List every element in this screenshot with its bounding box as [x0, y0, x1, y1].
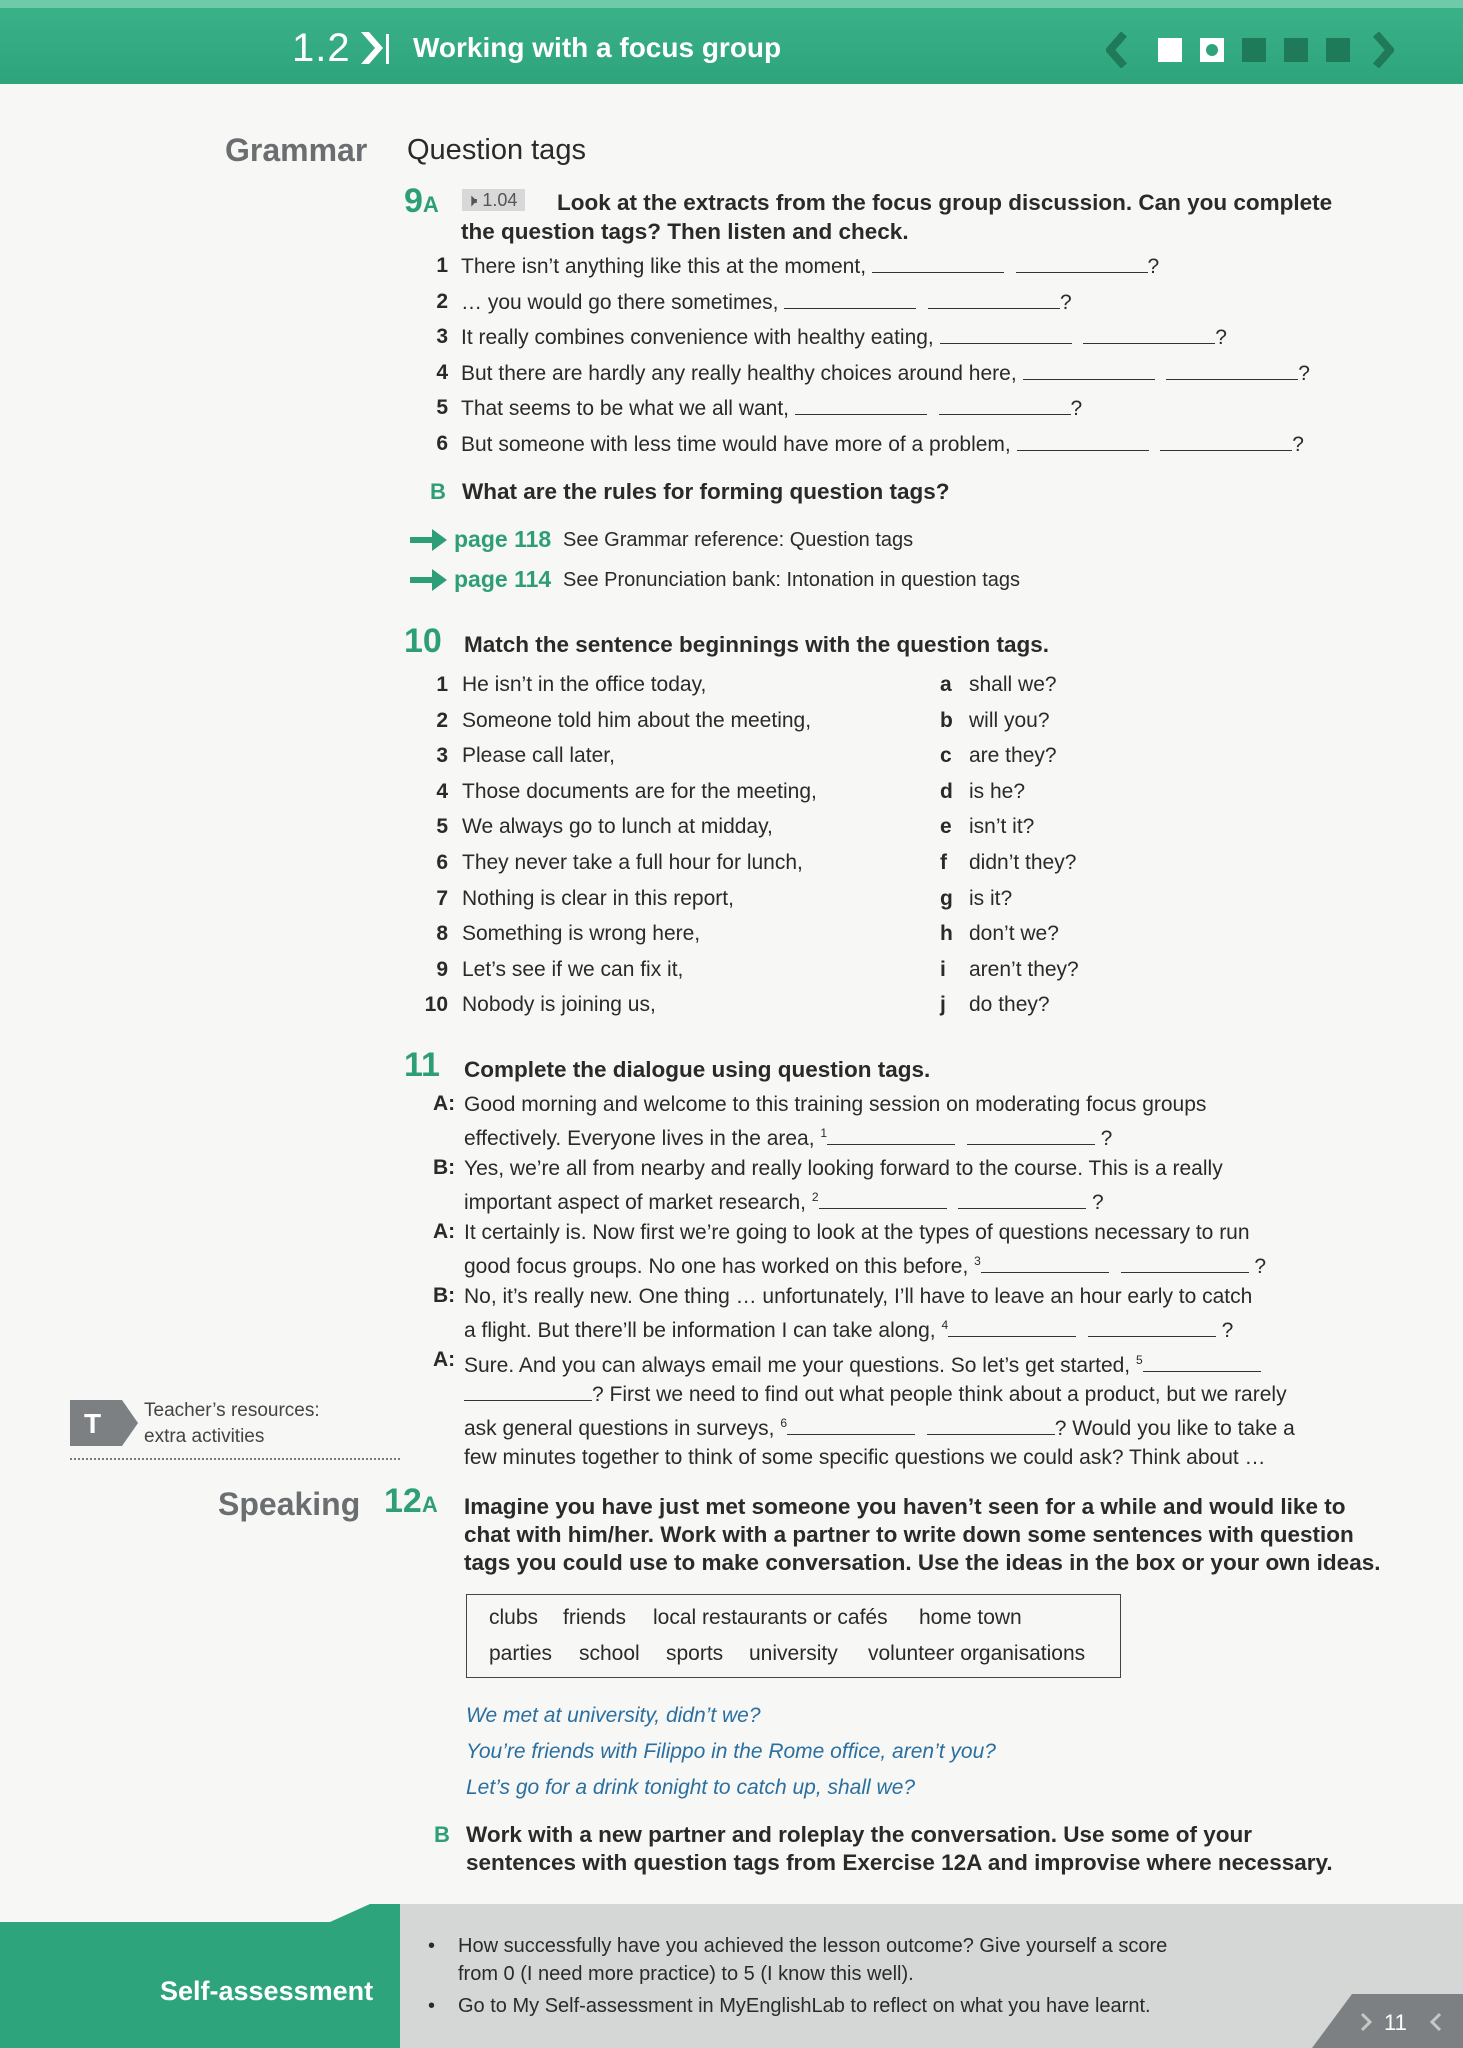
answer-blank[interactable]	[940, 325, 1072, 344]
exercise-10-number: 10	[404, 622, 442, 660]
question-mark: ?	[1298, 361, 1310, 385]
speaker-label: B:	[433, 1284, 456, 1307]
dialogue-text	[464, 1346, 1344, 1380]
teacher-resources-label[interactable]: extra activities	[144, 1426, 265, 1447]
reference-page-link[interactable]: page 114	[454, 566, 552, 592]
reference-page-link[interactable]: page 118	[454, 526, 552, 552]
answer-blank[interactable]	[1017, 432, 1149, 451]
dialogue-text: ? Would you like to take a	[1054, 1417, 1295, 1440]
answer-blank[interactable]	[958, 1190, 1086, 1209]
question-mark: ?	[1292, 433, 1304, 456]
answer-blank[interactable]	[784, 290, 916, 309]
item-number: 5	[436, 396, 448, 420]
gap-number: 6	[780, 1416, 788, 1430]
answer-blank[interactable]	[1166, 361, 1298, 380]
dialogue-text: important aspect of market research, $^2$ ?	[464, 1190, 1104, 1214]
exercise-12-b-instruction: sentences with question tags from Exercise 12A and improvise where necessary.	[466, 1850, 1333, 1875]
exercise-11-instruction: Complete the dialogue using question tags.	[464, 1057, 931, 1082]
question-tag-option: do they?	[969, 993, 1050, 1017]
dialogue-text: It certainly is. Now first we’re going to look at the types of questions necessary to run	[464, 1221, 1250, 1244]
exercise-9-item	[461, 361, 1310, 386]
question-tag-option: isn’t it?	[969, 815, 1035, 839]
exercise-9-instruction: the question tags? Then listen and check.	[461, 219, 909, 244]
exercise-9-item	[461, 396, 1082, 421]
question-tag-option: shall we?	[969, 673, 1057, 696]
answer-blank[interactable]	[1016, 254, 1148, 273]
exercise-12-instruction: Imagine you have just met someone you haven’t seen for a while and would like to	[464, 1494, 1346, 1519]
sentence-beginning: We always go to lunch at midday,	[462, 815, 773, 839]
divider	[70, 1458, 400, 1460]
item-number: 1	[436, 673, 448, 696]
sentence-beginning: Nothing is clear in this report,	[462, 886, 734, 910]
answer-blank[interactable]	[787, 1416, 915, 1435]
item-number: 4	[436, 360, 448, 384]
answer-blank[interactable]	[928, 290, 1060, 309]
dialogue-text: few minutes together to think of some specific questions we could ask? Think about …	[464, 1446, 1266, 1469]
sentence-beginning: Nobody is joining us,	[462, 993, 656, 1017]
idea-word: parties	[489, 1642, 553, 1665]
answer-blank[interactable]	[819, 1190, 947, 1209]
dialogue-text: ask general questions in surveys,	[464, 1417, 775, 1440]
sentence-beginning: Let’s see if we can fix it,	[462, 957, 684, 981]
idea-word: friends	[563, 1606, 627, 1629]
exercise-12-b-instruction: Work with a new partner and roleplay the conversation. Use some of your	[466, 1822, 1253, 1847]
question-mark: ?	[1147, 255, 1160, 278]
answer-blank[interactable]	[948, 1318, 1076, 1337]
question-tag-option: don’t we?	[969, 922, 1059, 946]
nav-prev-icon[interactable]	[1106, 32, 1128, 68]
dialogue-text: Yes, we’re all from nearby and really looking forward to the course. This is a really	[464, 1157, 1223, 1180]
dialogue-line	[464, 1218, 1344, 1281]
lesson-number: 1.2	[292, 26, 351, 70]
idea-word: local restaurants or cafés	[653, 1606, 888, 1629]
question-tag-option: is it?	[969, 886, 1013, 910]
chevron-left-icon	[1426, 2012, 1446, 2032]
exercise-11-number: 11	[404, 1046, 440, 1084]
answer-blank[interactable]	[1023, 361, 1155, 380]
sentence-beginning: They never take a full hour for lunch,	[462, 851, 803, 874]
item-text: There isn’t anything like this at the moment,	[461, 255, 867, 278]
question-tag-option: is he?	[969, 779, 1026, 803]
item-number: 7	[436, 886, 448, 910]
speaker-label: A:	[433, 1220, 456, 1243]
exercise-9-item	[461, 432, 1304, 457]
dialogue-text	[464, 1380, 1344, 1409]
tag-letter: d	[940, 779, 953, 803]
tag-letter: f	[940, 851, 947, 874]
dialogue-text	[464, 1409, 1344, 1443]
question-mark: ?	[1060, 290, 1072, 314]
item-number: 6	[436, 432, 448, 455]
tag-letter: i	[940, 957, 946, 981]
tag-letter: j	[940, 993, 946, 1017]
answer-blank[interactable]	[967, 1126, 1095, 1145]
exercise-12-instruction: chat with him/her. Work with a partner to write down some sentences with question	[464, 1522, 1354, 1547]
question-tag-option: aren’t they?	[969, 957, 1079, 981]
question-tag-option: will you?	[969, 708, 1050, 732]
teacher-resources-label[interactable]: Teacher’s resources:	[144, 1400, 320, 1421]
dialogue-line	[464, 1346, 1344, 1472]
answer-blank[interactable]	[872, 254, 1004, 273]
reference-text: See Grammar reference: Question tags	[563, 529, 914, 551]
teacher-resources-icon[interactable]	[70, 1400, 138, 1446]
dialogue-text: good focus groups. No one has worked on this before, $^3$ ?	[464, 1254, 1267, 1278]
answer-blank[interactable]	[827, 1126, 955, 1145]
dialogue-text: good focus groups. No one has worked on this before,	[464, 1255, 969, 1278]
item-number: 2	[436, 289, 448, 313]
chevron-right-icon	[1358, 2012, 1378, 2032]
gap-number: 2	[811, 1190, 819, 1204]
sentence-beginning: He isn’t in the office today,	[462, 673, 707, 696]
dialogue-text: Good morning and welcome to this training session on moderating focus groups	[464, 1093, 1207, 1116]
idea-word: university	[749, 1642, 838, 1665]
question-mark: ?	[1070, 397, 1083, 421]
tag-letter: g	[940, 886, 953, 910]
gap-number: 4	[941, 1318, 949, 1332]
idea-word: volunteer organisations	[868, 1642, 1086, 1665]
section-title: Question tags	[407, 134, 586, 166]
exercise-9-item	[461, 290, 1072, 315]
answer-blank[interactable]	[1083, 325, 1215, 344]
speaker-label: B:	[433, 1156, 456, 1179]
speaker-label: A:	[433, 1348, 456, 1371]
tag-letter: e	[940, 815, 952, 839]
bullet-dot: •	[428, 1935, 436, 1957]
exercise-12-b-letter: B	[434, 1822, 450, 1847]
dialogue-text: No, it’s really new. One thing … unfortunately, I’ll have to leave an hour early to catch	[464, 1285, 1253, 1308]
arrow-right-icon	[410, 527, 448, 553]
example-sentence: Let’s go for a drink tonight to catch up, shall we?	[466, 1776, 916, 1799]
sentence-beginning: Something is wrong here,	[462, 922, 701, 946]
self-assessment-item: from 0 (I need more practice) to 5 (I know this well).	[458, 1963, 914, 1985]
nav-page-indicator	[1242, 38, 1266, 62]
item-number: 10	[424, 993, 448, 1017]
speaker-icon: 🕨	[466, 190, 478, 210]
item-number: 2	[436, 708, 448, 732]
dialogue-line	[464, 1282, 1344, 1345]
item-number: 4	[436, 779, 448, 803]
gap-number: 5	[1135, 1353, 1143, 1367]
section-label-grammar: Grammar	[225, 132, 368, 168]
idea-word: clubs	[489, 1606, 539, 1629]
nav-next-icon[interactable]	[1372, 32, 1394, 68]
dialogue-line	[464, 1154, 1344, 1217]
self-assessment-label: Self-assessment	[160, 1976, 374, 2006]
answer-blank[interactable]	[464, 1382, 592, 1401]
teacher-icon-letter: T	[84, 1408, 102, 1439]
lesson-header-bar	[0, 0, 1463, 84]
dialogue-text: effectively. Everyone lives in the area, $^1$ ?	[464, 1126, 1113, 1150]
arrow-right-icon	[410, 567, 448, 593]
self-assessment-item: Go to My Self-assessment in MyEnglishLab to reflect on what you have learnt.	[458, 1995, 1151, 2017]
answer-blank[interactable]	[1160, 432, 1292, 451]
chevron-right-icon	[357, 28, 391, 68]
nav-page-indicator	[1284, 38, 1308, 62]
nav-page-indicator-current	[1200, 38, 1224, 62]
item-number: 3	[436, 325, 448, 349]
lesson-title: Working with a focus group	[413, 32, 782, 63]
gap-number: 1	[820, 1126, 828, 1140]
nav-page-indicator	[1158, 38, 1182, 62]
question-tag-option: are they?	[969, 744, 1057, 768]
nav-page-indicator	[1326, 38, 1350, 62]
answer-blank[interactable]	[981, 1254, 1109, 1273]
dialogue-text: a flight. But there’ll be information I can take along,	[464, 1319, 936, 1342]
reference-text: See Pronunciation bank: Intonation in question tags	[563, 569, 1020, 591]
dialogue-line	[464, 1090, 1344, 1153]
sentence-beginning: Those documents are for the meeting,	[462, 779, 817, 803]
example-sentence: We met at university, didn’t we?	[466, 1704, 761, 1727]
idea-word: school	[579, 1642, 640, 1665]
item-text: But someone with less time would have more of a problem,	[461, 433, 1011, 456]
exercise-12-number: 12A	[384, 1482, 438, 1520]
item-text: It really combines convenience with healthy eating,	[461, 326, 934, 350]
item-text: … you would go there sometimes,	[461, 290, 779, 314]
item-text: That seems to be what we all want,	[461, 397, 789, 421]
answer-blank[interactable]	[927, 1416, 1055, 1435]
exercise-9-item	[461, 325, 1227, 350]
item-text: But there are hardly any really healthy choices around here,	[461, 361, 1017, 385]
audio-track[interactable]: 🕨 1.04	[462, 190, 525, 211]
item-number: 8	[436, 922, 448, 946]
gap-number: 3	[974, 1254, 981, 1268]
example-sentence: You’re friends with Filippo in the Rome office, aren’t you?	[466, 1740, 996, 1763]
item-number: 9	[436, 957, 448, 981]
tag-letter: a	[940, 673, 952, 696]
item-number: 1	[436, 254, 448, 277]
exercise-9-item	[461, 254, 1159, 279]
answer-blank[interactable]	[795, 396, 927, 415]
idea-word: sports	[666, 1642, 724, 1665]
sentence-beginning: Please call later,	[462, 744, 615, 768]
idea-word: home town	[919, 1606, 1022, 1629]
dialogue-text: a flight. But there’ll be information I can take along, $^4$ ?	[464, 1318, 1234, 1342]
exercise-10-instruction: Match the sentence beginnings with the question tags.	[464, 632, 1050, 657]
speaker-label: A:	[433, 1092, 456, 1115]
exercise-12-instruction: tags you could use to make conversation. Use the ideas in the box or your own ideas.	[464, 1550, 1381, 1575]
answer-blank[interactable]	[1121, 1254, 1249, 1273]
item-number: 3	[436, 744, 448, 768]
dialogue-text: ? First we need to find out what people think about a product, but we rarely	[592, 1383, 1287, 1406]
page-number: 11	[1384, 2010, 1407, 2035]
dialogue-text: Sure. And you can always email me your questions. So let’s get started,	[464, 1354, 1131, 1377]
exercise-9-b-letter: B	[430, 479, 446, 504]
sentence-beginning: Someone told him about the meeting,	[462, 708, 812, 732]
dialogue-text: effectively. Everyone lives in the area,	[464, 1127, 815, 1150]
section-label-speaking: Speaking	[218, 1486, 361, 1522]
item-number: 6	[436, 851, 448, 874]
item-number: 5	[436, 815, 448, 839]
dialogue-text: important aspect of market research,	[464, 1191, 806, 1214]
tag-letter: c	[940, 744, 952, 768]
exercise-9-number: 9A	[404, 182, 439, 220]
bullet-dot: •	[428, 1995, 436, 2017]
tag-letter: b	[940, 708, 953, 732]
answer-blank[interactable]	[1088, 1318, 1216, 1337]
question-mark: ?	[1215, 326, 1227, 350]
exercise-9-b-instruction: What are the rules for forming question tags?	[462, 479, 950, 504]
tag-letter: h	[940, 922, 953, 946]
question-tag-option: didn’t they?	[969, 851, 1077, 874]
answer-blank[interactable]	[1143, 1353, 1261, 1372]
exercise-9-instruction: Look at the extracts from the focus group discussion. Can you complete	[557, 190, 1333, 215]
answer-blank[interactable]	[939, 396, 1071, 415]
self-assessment-item: How successfully have you achieved the lesson outcome? Give yourself a score	[458, 1935, 1168, 1957]
